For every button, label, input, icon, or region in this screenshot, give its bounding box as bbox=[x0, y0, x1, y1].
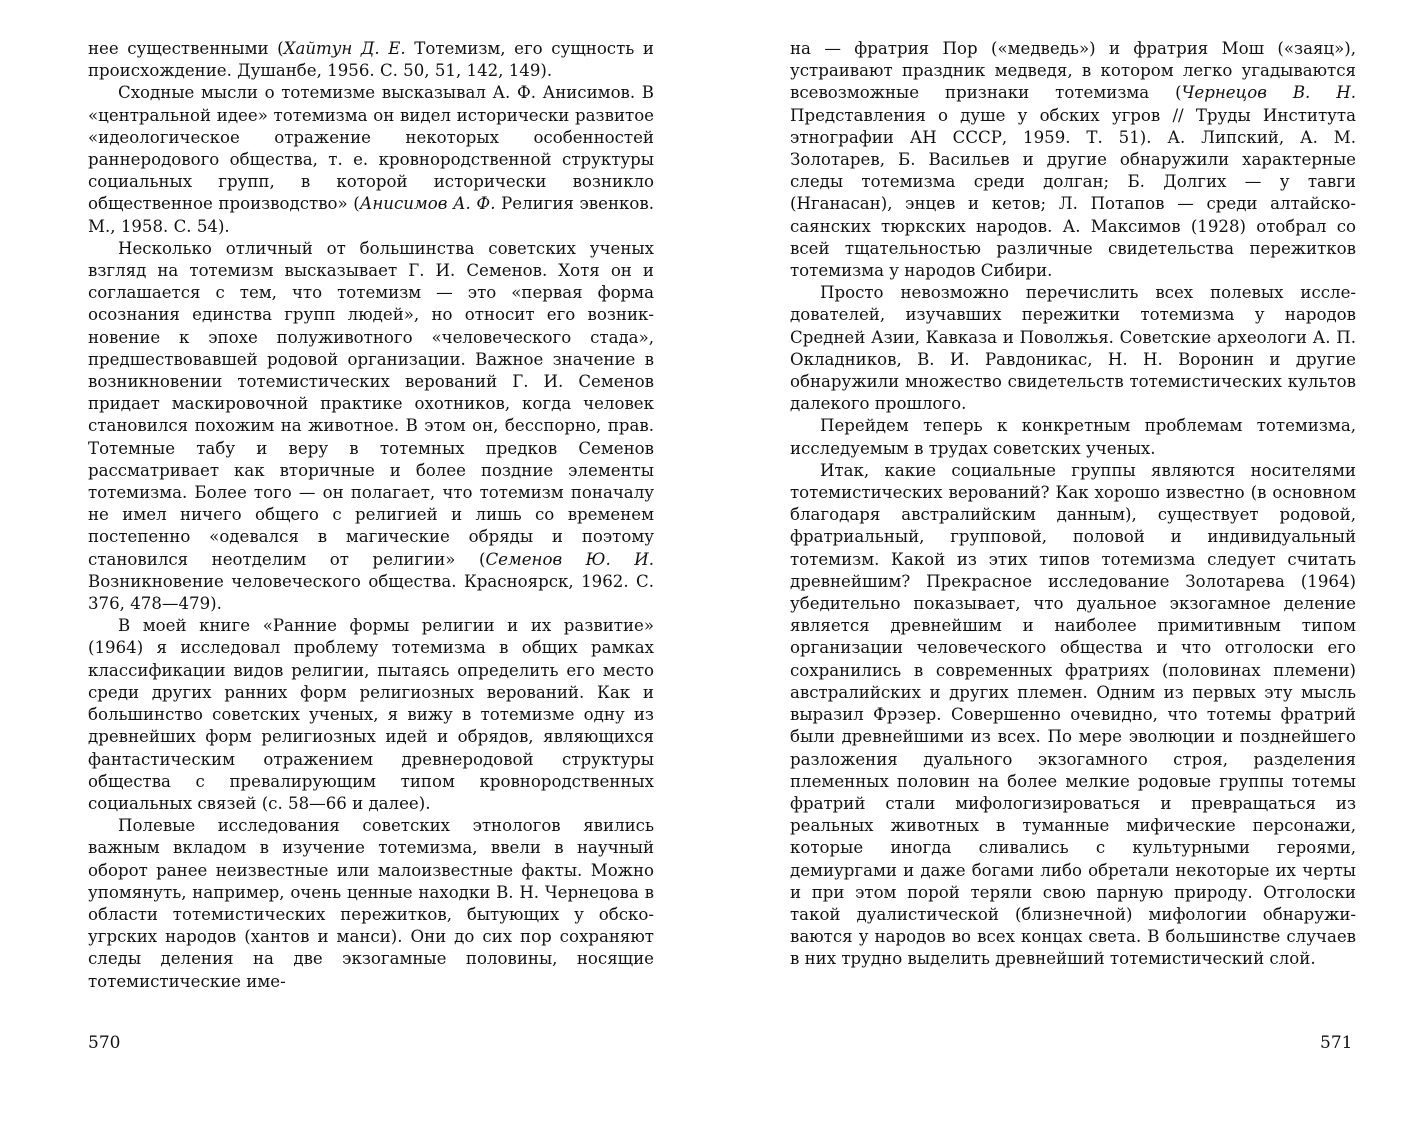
paragraph bbox=[790, 282, 1356, 415]
paragraph bbox=[790, 38, 1356, 282]
text-run: Просто невозможно перечислить всех полевых исследователей, изучавших пережитки тотемизма у народов Средней Азии, Кавказа и Поволжья. Советские археологи А. П. Окладников, В. И. Равдоникас, Н. Н. Воронин и другие обнаружили множество свидетельств тотемистических культов далекого прошлого. bbox=[790, 283, 1356, 414]
text-run: Возникновение человеческого общества. Красноярск, 1962. С. 376, 478—479). bbox=[88, 571, 654, 614]
left-page-text bbox=[88, 38, 654, 993]
author-citation: Анисимов А. Ф. bbox=[359, 194, 496, 214]
text-run: Религия эвенков. М., 1958. С. 54). bbox=[88, 194, 654, 236]
text-run: Сходные мысли о тотемизме высказывал А. Ф. Анисимов. В «центральной идее» тотемизма он видел исторически развитое «идеологическое отражение некоторых особенностей раннеродового общества, т. е. кровнородственной структуры социальных групп, в которой исторически возникло общественное производство» ( bbox=[88, 83, 654, 214]
paragraph bbox=[88, 38, 654, 82]
text-run: Тотемизм, его сущность и происхождение. Душанбе, 1956. С. 50, 51, 142, 149). bbox=[88, 39, 654, 81]
text-run: нее существенными ( bbox=[88, 39, 284, 58]
page-number-left: 570 bbox=[88, 1033, 121, 1053]
paragraph bbox=[790, 460, 1356, 971]
paragraph bbox=[88, 815, 654, 993]
right-page-text bbox=[790, 38, 1356, 971]
text-run: на — фратрия Пор («медведь») и фратрия Мош («заяц»), устраивают праздник медведя, в котором легко угадываются всевозможные признаки тотемизма ( bbox=[790, 39, 1356, 103]
author-citation: Хайтун Д. Е. bbox=[283, 39, 406, 58]
text-run: Полевые исследования советских этнологов явились важным вкладом в изучение тотемизма, ввели в научный оборот ранее неизвестные или малоизвестные факты. Можно упомянуть, например, очень ценные находки В. Н. Чернецова в области тотемистических пережитков, бытующих у обско-угрских народов (хантов и манси). Они до сих пор сохраняют следы деления на две экзогамные половины, носящие тотемистические име- bbox=[88, 816, 654, 991]
paragraph bbox=[88, 615, 654, 815]
text-run: Перейдем теперь к конкретным проблемам тотемизма, исследуемым в трудах советских ученых. bbox=[790, 416, 1356, 458]
paragraph bbox=[88, 82, 654, 237]
author-citation: Семенов Ю. И. bbox=[485, 549, 654, 569]
paragraph bbox=[88, 238, 654, 615]
text-run: Итак, какие социальные группы являются носителями тотемистических верований? Как хорошо известно (в основном благодаря австралийским данным), существует родовой, фратриальный, групповой, половой и индивидуальный тотемизм. Какой из этих типов тотемизма следует считать древнейшим? Прекрасное исследование Золотарева (1964) убедительно показывает, что дуальное экзогамное деление является древнейшим и наиболее примитивным типом организации человеческого общества и что отголоски его сохранились в современных фратриях (половинах племени) австралийских и других племен. Одним из первых эту мысль выразил Фрэзер. Совершенно очевидно, что тотемы фратрий были древнейшими из всех. По мере эволюции и позднейшего разложения дуального экзогамного строя, разделения племенных половин на более мелкие родовые группы тотемы фратрий стали мифологизироваться и превращаться из реальных животных в туманные мифические персонажи, которые иногда сливались с культурными героями, демиургами и даже богами либо обретали некоторые их черты и при этом порой теряли свою парную природу. Отголоски такой дуалистической (близнечной) мифологии обнаруживаются у народов во всех концах света. В большинстве случаев в них трудно выделить древнейший тотемистический слой. bbox=[790, 460, 1356, 969]
text-run: В моей книге «Ранние формы религии и их развитие» (1964) я исследовал проблему тотемизма в общих рамках классификации видов религии, пытаясь определить его место среди других ранних форм религиозных верований. Как и большинство советских ученых, я вижу в тотемизме одну из древнейших форм религиозных идей и обрядов, являющихся фантастическим отражением древнеродовой структуры общества с превалирующим типом кровнородственных социальных связей (с. 58—66 и далее). bbox=[88, 616, 654, 813]
text-run: Несколько отличный от большинства советских ученых взгляд на тотемизм высказывает Г. И. Семенов. Хотя он и соглашается с тем, что тотемизм — это «первая форма осознания единства групп людей», но относит его возникновение к эпохе полуживотного «человеческого стада», предшествовавшей родовой организации. Важное значение в возникновении тотемистических верований Г. И. Семенов придает маскировочной практике охотников, когда человек становился похожим на животное. В этом он, бесспорно, прав. Тотемные табу и веру в тотемных предков Семенов рассматривает как вторичные и более поздние элементы тотемизма. Более того — он полагает, что тотемизм поначалу не имел ничего общего с религией и лишь со временем постепенно «одевался в магические обряды и поэтому становился неотделим от религии» ( bbox=[88, 238, 654, 569]
paragraph bbox=[790, 415, 1356, 459]
text-run: Представления о душе у обских угров // Труды Института этнографии АН СССР, 1959. Т. 51). А. Липский, А. М. Золотарев, Б. Васильев и другие обнаружили характерные следы тотемизма среди долган; Б. Долгих — у тавги (Нганасан), энцев и кетов; Л. Потапов — среди алтайско-саянских тюркских народов. А. Максимов (1928) отобрал со всей тщательностью различные свидетельства пережитков тотемизма у народов Сибири. bbox=[790, 105, 1356, 281]
page-number-right: 571 bbox=[1320, 1033, 1353, 1053]
author-citation: Чернецов В. Н. bbox=[1181, 83, 1356, 103]
